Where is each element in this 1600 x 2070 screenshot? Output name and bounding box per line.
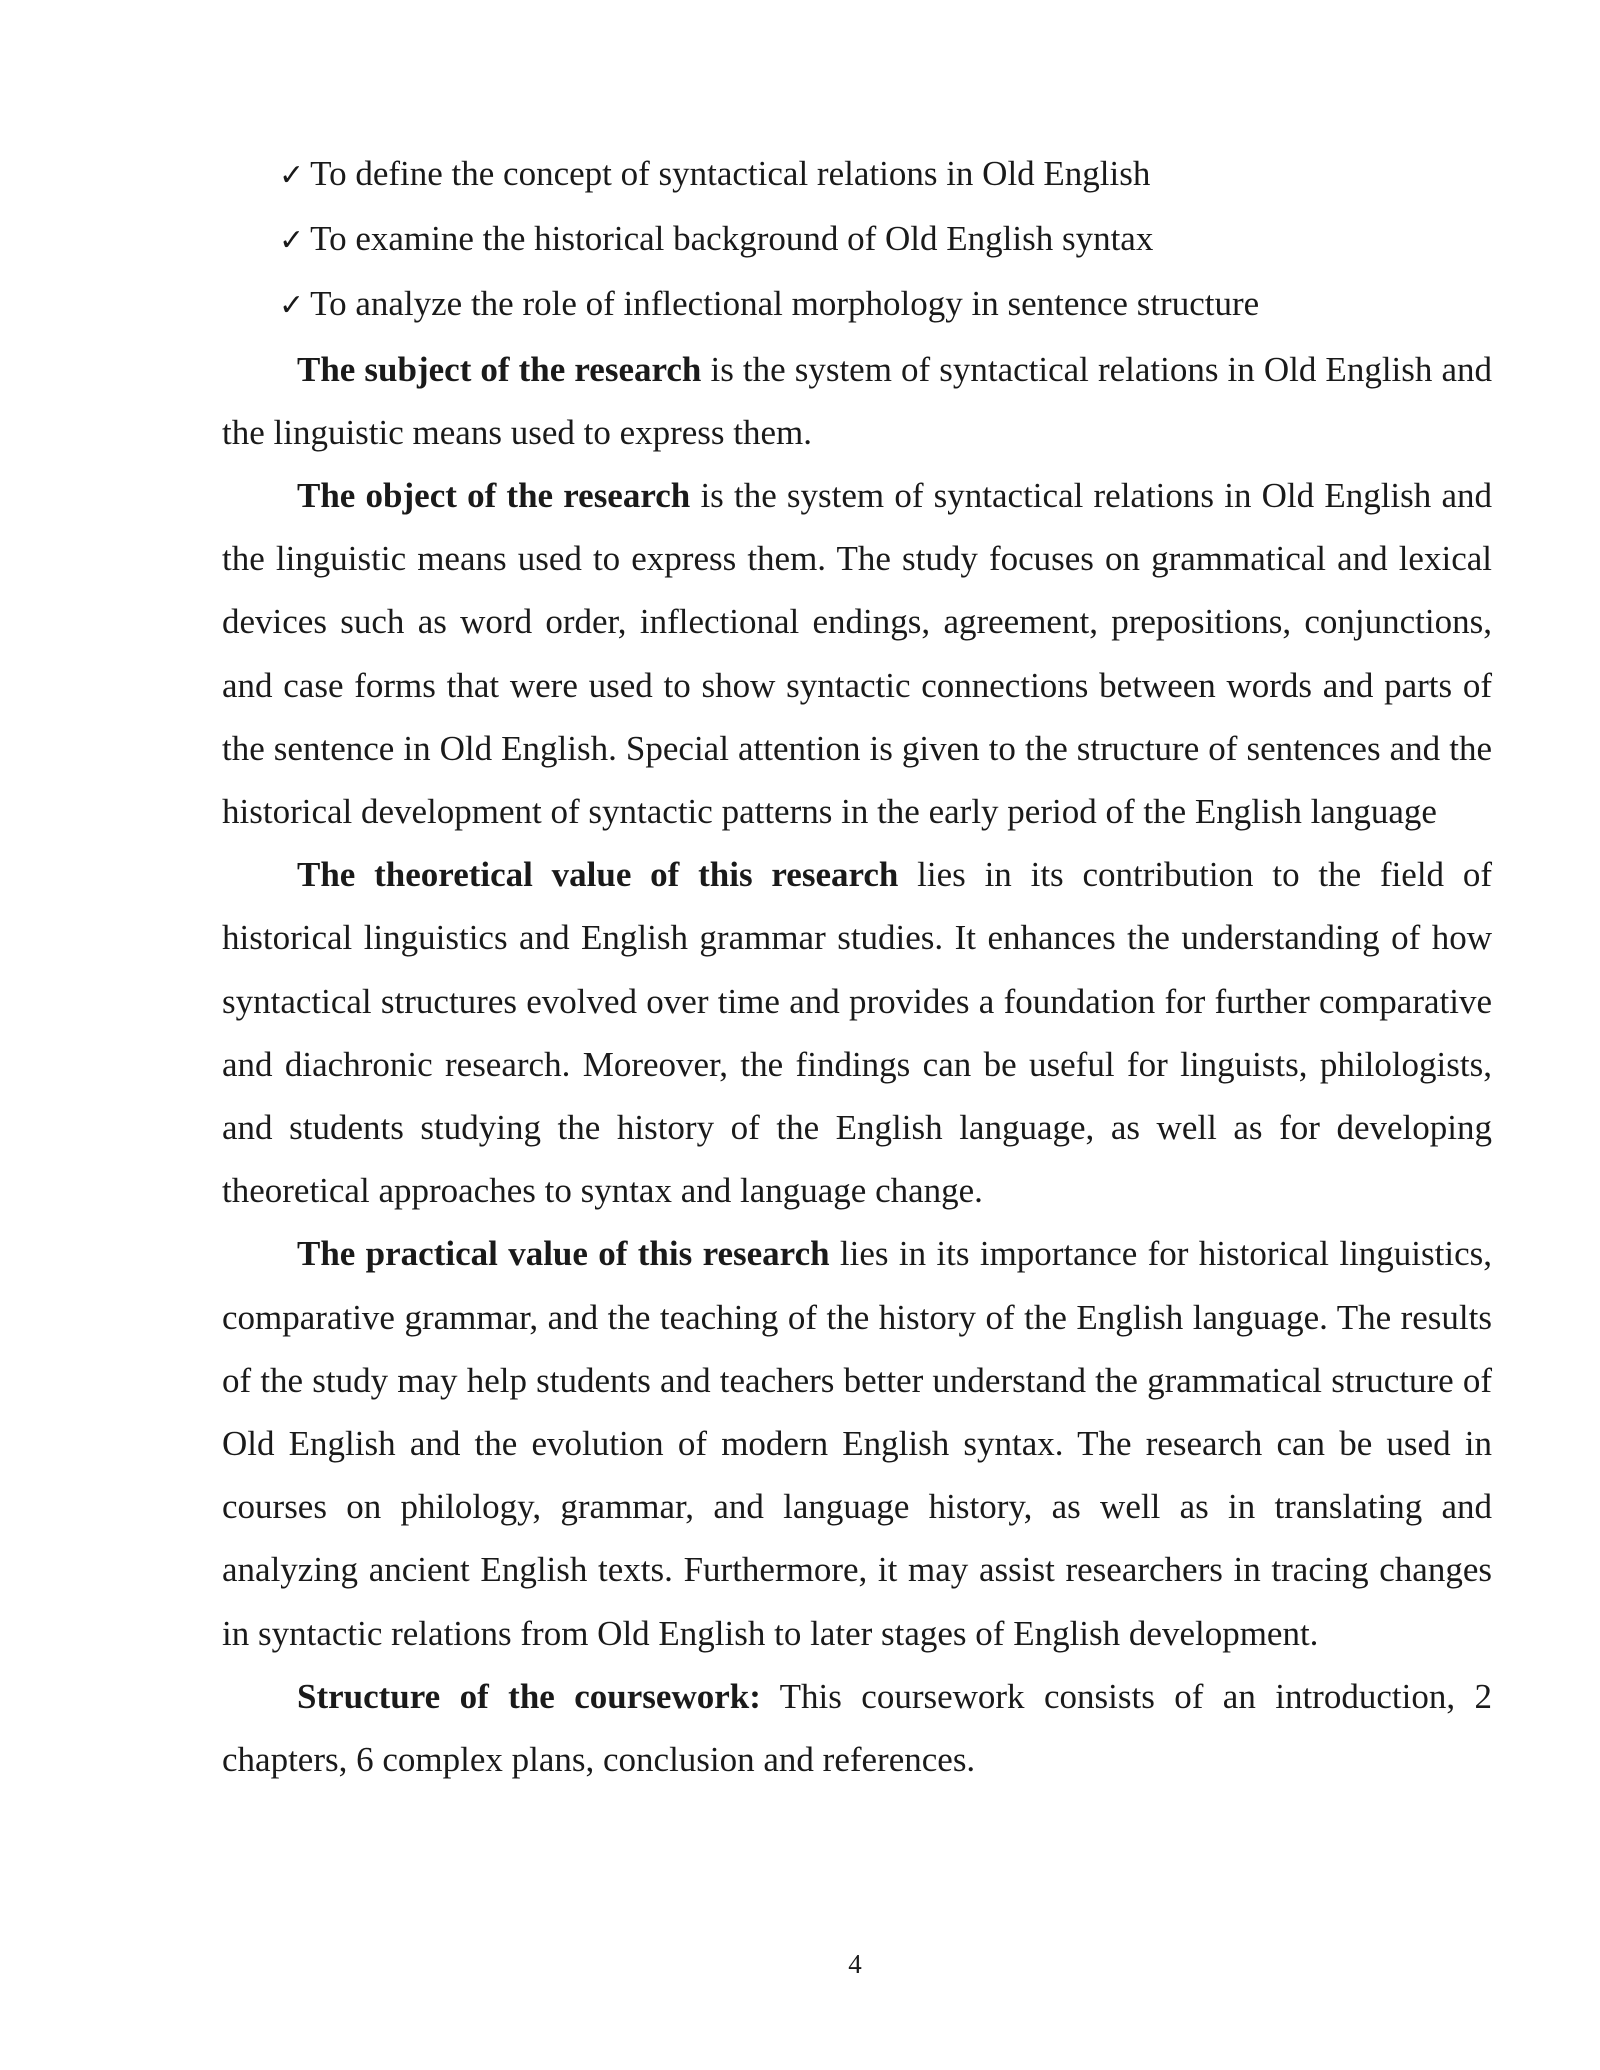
subject-text: is the system of syntactical relations in Old English and the linguistic means used to express them. [222,349,1492,452]
theoretical-value-heading: The theoretical value of this research [297,855,899,895]
subject-paragraph [222,338,1492,464]
page-number: 4 [848,1949,862,1979]
practical-value-heading: The practical value of this research [297,1234,830,1274]
checkmark-icon: ✓ [279,223,305,259]
task-text: To define the concept of syntactical relations in Old English [310,154,1151,193]
task-item [222,142,1492,207]
document-page [222,142,1492,1791]
structure-heading: Structure of the coursework: [297,1676,761,1716]
structure-text: This coursework consists of an introduction, 2 chapters, 6 complex plans, conclusion and references. [222,1676,1492,1780]
subject-heading: The subject of the research [297,349,702,389]
object-heading: The object of the research [297,476,691,516]
checkmark-icon: ✓ [279,288,305,324]
object-text: is the system of syntactical relations in Old English and the linguistic means used to express them. The study focuses on grammatical and lexical devices such as word order, inflectional endings, agreement, prepositions, conjunctions, and case forms that were used to show syntactic connections between words and parts of the sentence in Old English. Special attention is given to the structure of sentences and the historical development of syntactic patterns in the early period of the English language [222,476,1492,832]
structure-paragraph [222,1665,1492,1791]
theoretical-value-text: lies in its contribution to the field of historical linguistics and English grammar studies. It enhances the understanding of how syntactical structures evolved over time and provides a foundation for further comparative and diachronic research. Moreover, the findings can be useful for linguists, philologists, and students studying the history of the English language, as well as for developing theoretical approaches to syntax and language change. [222,855,1492,1211]
task-item [222,272,1492,337]
theoretical-value-paragraph [222,843,1492,1222]
task-item [222,207,1492,272]
task-text: To analyze the role of inflectional morphology in sentence structure [310,284,1260,324]
checkmark-icon: ✓ [279,158,305,193]
task-text: To examine the historical background of Old English syntax [310,219,1154,259]
practical-value-paragraph [222,1222,1492,1664]
practical-value-text: lies in its importance for historical linguistics, comparative grammar, and the teaching of the history of the English language. The results of the study may help students and teachers better understand the grammatical structure of Old English and the evolution of modern English syntax. The research can be used in courses on philology, grammar, and language history, as well as in translating and analyzing ancient English texts. Furthermore, it may assist researchers in tracing changes in syntactic relations from Old English to later stages of English development. [222,1234,1493,1653]
object-paragraph [222,464,1492,843]
